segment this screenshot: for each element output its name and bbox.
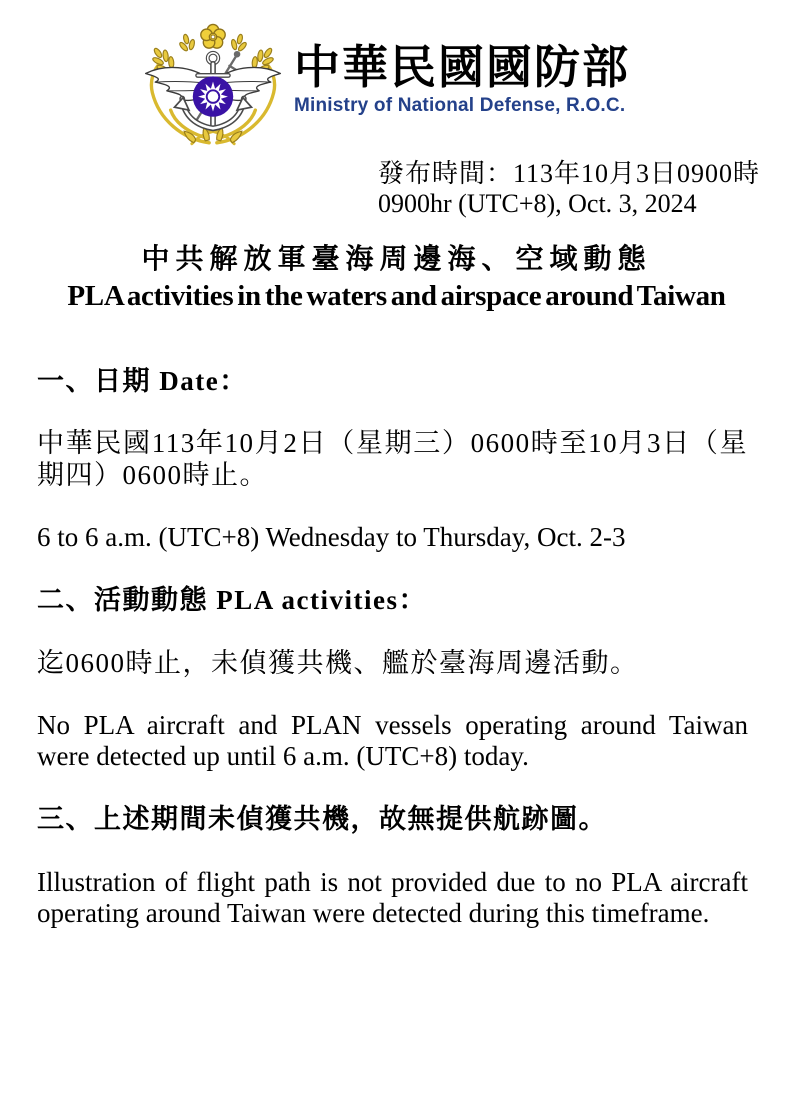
section-1-paragraph-zh: 中華民國113年10月2日（星期三）0600時至10月3日（星期四）0600時止。 (37, 428, 748, 490)
org-names (294, 22, 630, 117)
section-3-paragraph-en: Illustration of flight path is not provided due to no PLA aircraft operating around Taiwan were detected during this timeframe. (37, 866, 748, 929)
mnd-emblem-logo (136, 22, 290, 150)
header (136, 22, 793, 150)
plum-blossom (201, 24, 225, 48)
org-name-en: Ministry of National Defense, R.O.C. (294, 95, 626, 117)
section-1-heading: 一、日期 Date： (37, 365, 248, 396)
section-2-paragraph-en: No PLA aircraft and PLAN vessels operating around Taiwan were detected up until 6 a.m. (UTC+8) today. (37, 709, 748, 772)
section-1-paragraph-en: 6 to 6 a.m. (UTC+8) Wednesday to Thursday, Oct. 2-3 (37, 521, 626, 552)
section-3-heading: 三、上述期間未偵獲共機，故無提供航跡圖。 (37, 804, 607, 835)
section-2-paragraph-zh: 迄0600時止，未偵獲共機、艦於臺海周邊活動。 (37, 647, 639, 678)
release-time-zh: 發布時間：113年10月3日0900時 (378, 159, 761, 188)
release-time-en: 0900hr (UTC+8), Oct. 3, 2024 (378, 189, 697, 219)
document-body (37, 365, 748, 930)
section-2-heading: 二、活動動態 PLA activities： (37, 585, 427, 616)
doc-title-zh: 中共解放軍臺海周邊海、空域動態 (141, 243, 652, 275)
sun-disc (193, 76, 233, 116)
doc-title-en: PLA activities in the waters and airspace around Taiwan (67, 279, 726, 312)
org-name-zh: 中華民國國防部 (294, 42, 630, 93)
release-time (378, 159, 793, 220)
